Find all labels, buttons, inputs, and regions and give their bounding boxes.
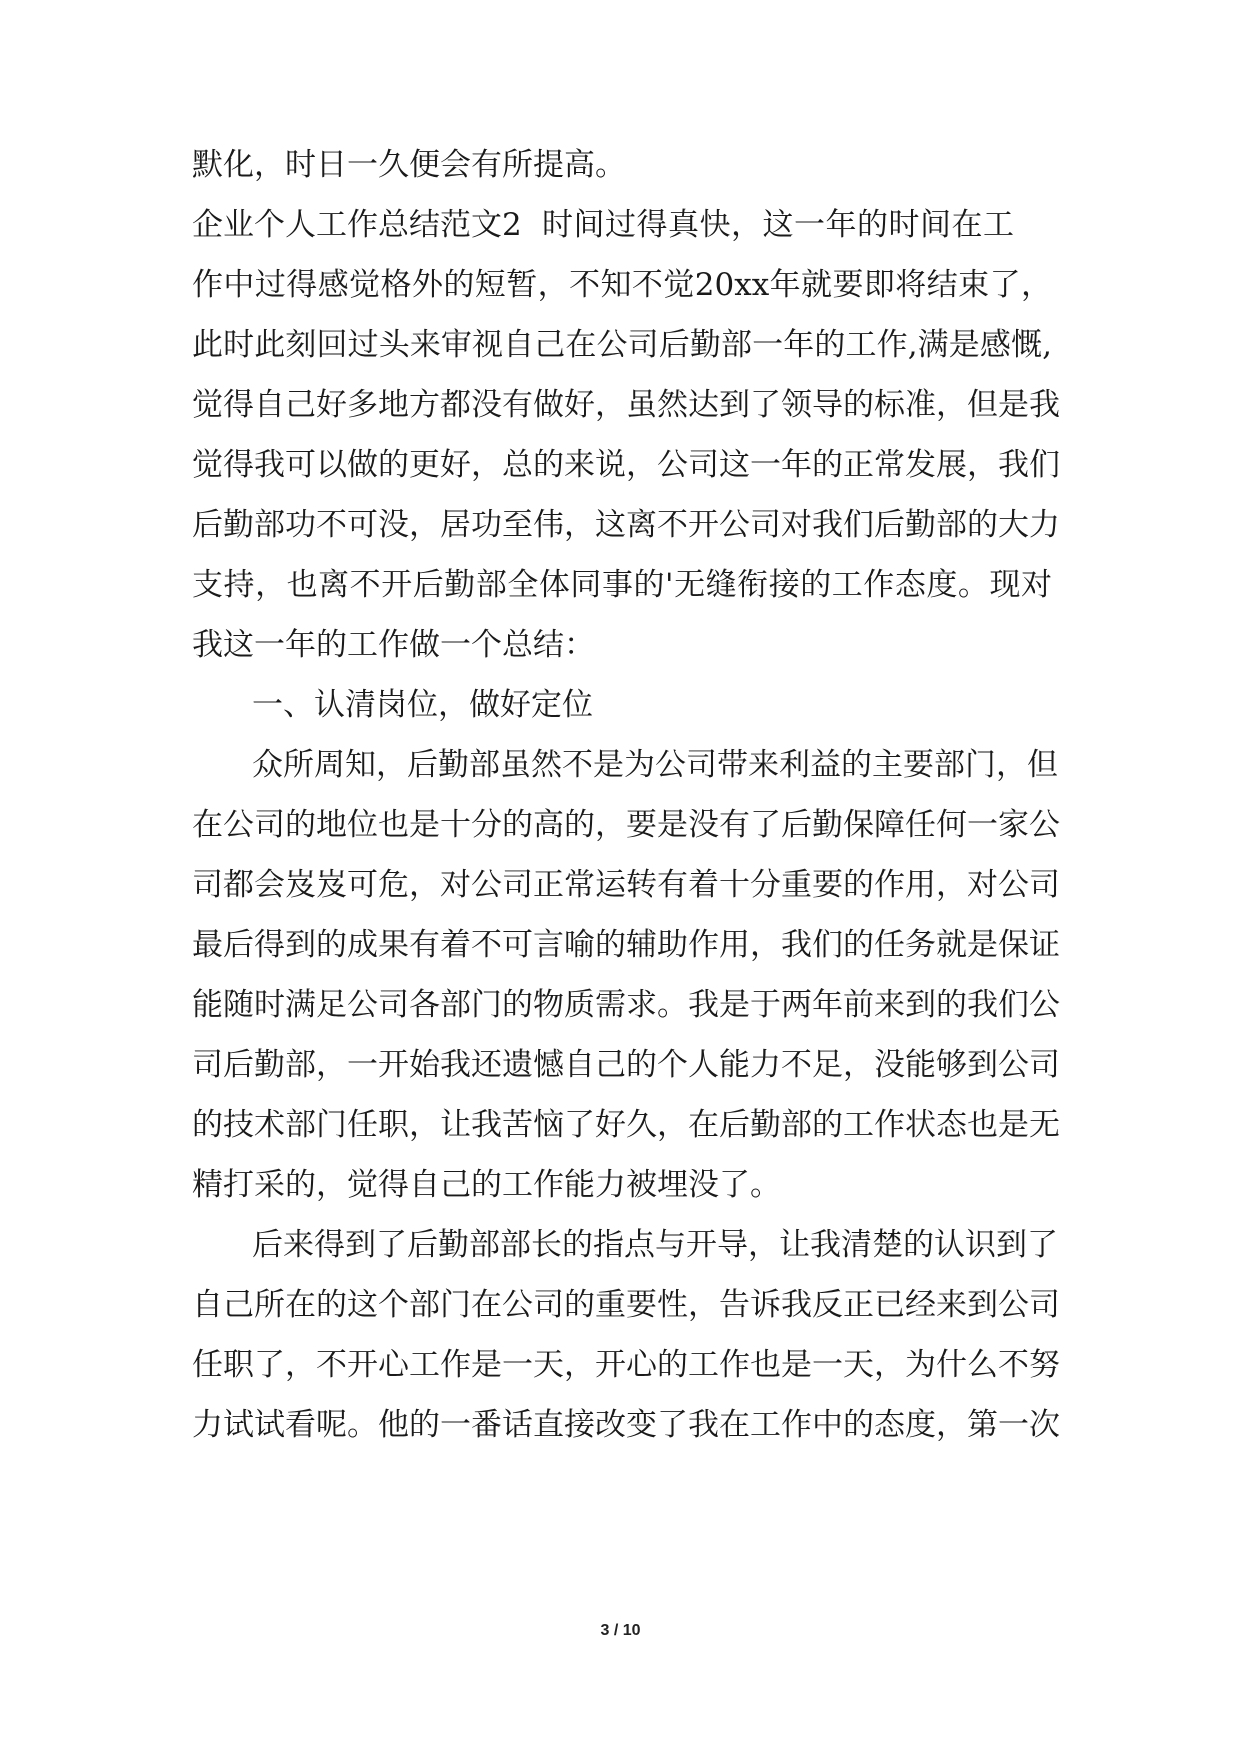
- paragraph-line: 觉得我可以做的更好，总的来说，公司这一年的正常发展，我们: [192, 447, 1060, 483]
- subsection-heading: 一、认清岗位，做好定位: [252, 687, 593, 723]
- paragraph-line: 自己所在的这个部门在公司的重要性，告诉我反正已经来到公司: [192, 1287, 1060, 1323]
- paragraph-line: 力试试看呢。他的一番话直接改变了我在工作中的态度，第一次: [192, 1407, 1060, 1443]
- paragraph-line: 后勤部功不可没，居功至伟，这离不开公司对我们后勤部的大力: [192, 507, 1060, 543]
- section-heading-line: [192, 205, 1052, 245]
- paragraph-line: 的技术部门任职，让我苦恼了好久，在后勤部的工作状态也是无: [192, 1107, 1060, 1143]
- section-title: 企业个人工作总结范文2: [192, 207, 522, 243]
- paragraph-line: 此时此刻回过头来审视自己在公司后勤部一年的工作,满是感慨,: [192, 327, 1052, 363]
- paragraph-line: 在公司的地位也是十分的高的，要是没有了后勤保障任何一家公: [192, 807, 1060, 843]
- paragraph-line: 后来得到了后勤部部长的指点与开导，让我清楚的认识到了: [252, 1227, 1058, 1263]
- paragraph-line: 司都会岌岌可危，对公司正常运转有着十分重要的作用，对公司: [192, 867, 1060, 903]
- paragraph-line: 能随时满足公司各部门的物质需求。我是于两年前来到的我们公: [192, 987, 1060, 1023]
- paragraph-line: 作中过得感觉格外的短暂，不知不觉20xx年就要即将结束了，: [192, 267, 1052, 303]
- paragraph-line: 我这一年的工作做一个总结：: [192, 627, 595, 663]
- paragraph-line: 支持，也离不开后勤部全体同事的'无缝衔接的工作态度。现对: [192, 567, 1052, 603]
- paragraph-line: 默化，时日一久便会有所提高。: [192, 147, 626, 183]
- paragraph-line: 众所周知，后勤部虽然不是为公司带来利益的主要部门，但: [252, 747, 1058, 783]
- paragraph-line: 精打采的，觉得自己的工作能力被埋没了。: [192, 1167, 781, 1203]
- paragraph-line: 任职了，不开心工作是一天，开心的工作也是一天，为什么不努: [192, 1347, 1060, 1383]
- paragraph-line: 觉得自己好多地方都没有做好，虽然达到了领导的标准，但是我: [192, 387, 1060, 423]
- page-number: 3 / 10: [600, 1622, 641, 1639]
- paragraph-line: 司后勤部，一开始我还遗憾自己的个人能力不足，没能够到公司: [192, 1047, 1060, 1083]
- paragraph-line: 时间过得真快，这一年的时间在工: [542, 207, 1014, 243]
- paragraph-line: 最后得到的成果有着不可言喻的辅助作用，我们的任务就是保证: [192, 927, 1060, 963]
